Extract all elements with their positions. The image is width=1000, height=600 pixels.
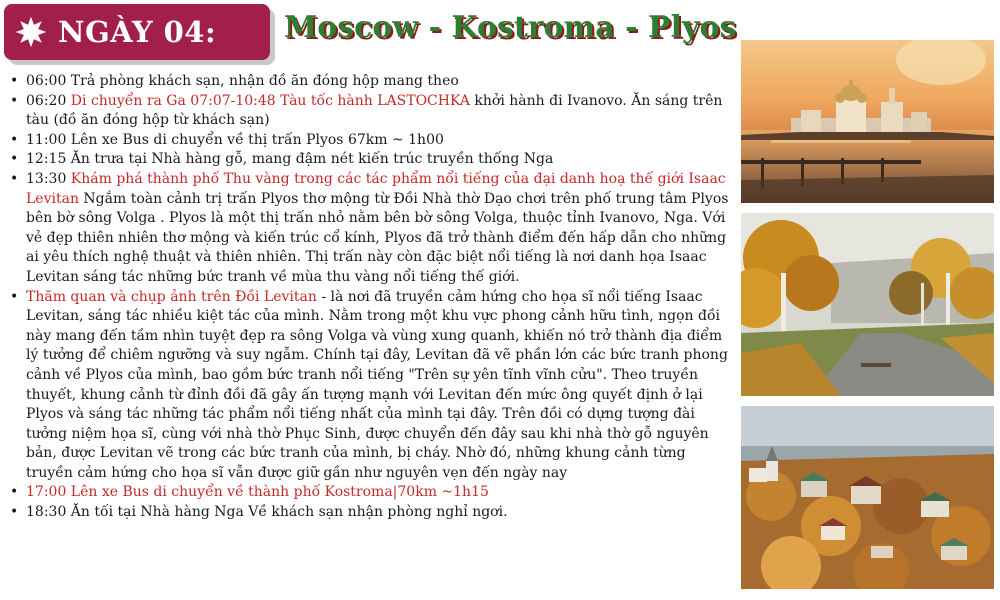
bullet-icon: •	[10, 92, 19, 109]
bullet-icon: •	[10, 170, 19, 187]
itinerary-item: • 06:20 Di chuyển ra Ga 07:07-10:48 Tàu tốc hành LASTOCHKA khởi hành đi Ivanovo. Ăn sáng trên tàu (đồ ăn đóng hộp từ khách sạn)	[10, 92, 723, 129]
bullet-icon: •	[10, 484, 19, 501]
day-badge	[4, 4, 270, 60]
itinerary-item: • 06:00 Trả phòng khách sạn, nhận đồ ăn đóng hộp mang theo	[6, 72, 734, 92]
bullet-icon: •	[10, 504, 19, 521]
route-title: Moscow - Kostroma - Plyos	[284, 10, 737, 45]
itinerary-item: • 18:30 Ăn tối tại Nhà hàng Nga Về khách sạn nhận phòng nghỉ ngơi.	[6, 503, 734, 523]
bullet-icon: •	[10, 288, 19, 305]
itinerary-item: • 11:00 Lên xe Bus di chuyển về thị trấn Plyos 67km ~ 1h00	[6, 131, 734, 151]
flower-star-icon	[14, 15, 48, 49]
bullet-icon: •	[10, 151, 19, 168]
itinerary-item: • Thăm quan và chụp ảnh trên Đồi Levitan - là nơi đã truyền cảm hứng cho họa sĩ nổi tiếng Isaac Levitan, sáng tác nhiều kiệt tác của mình. Nằm trong một khu vực phong cảnh hữu tình, ngọn đồi này mang đến tầm nhìn tuyệt đẹp ra sông Volga và vùng xung quanh, khiến nó trở thành địa điểm lý tưởng để chiêm ngưỡng và suy ngẫm. Chính tại đây, Levitan đã vẽ phần lớn các bức tranh phong cảnh về Plyos của mình, bao gồm bức tranh nổi tiếng "Trên sự yên tĩnh vĩnh cửu". Theo truyền thuyết, khung cảnh từ đỉnh đồi đã gây ấn tượng mạnh với Levitan đến mức ông quyết định ở lại Plyos và sáng tác những tác phẩm nổi tiếng nhất của mình tại đây. Trên đồi có dựng tượng đài tưởng niệm họa sĩ, cùng với nhà thờ Phục Sinh, được chuyển đến đây sau khi nhà thờ gỗ nguyên bản, được Levitan vẽ trong các bức tranh của mình, bị cháy. Nhờ đó, những khung cảnh từng truyền cảm hứng cho họa sĩ vẫn được giữ gần như nguyên vẹn đến ngày nay	[10, 288, 728, 481]
photo-monastery-sunset	[741, 40, 994, 203]
itinerary-item: • 12:15 Ăn trưa tại Nhà hàng gỗ, mang đậm nét kiến trúc truyền thống Nga	[6, 150, 734, 170]
photo-autumn-town	[741, 406, 994, 589]
itinerary-list	[6, 72, 734, 523]
photo-autumn-path	[741, 213, 994, 396]
itinerary-item: • 17:00 Lên xe Bus di chuyển về thành phố Kostroma|70km ~1h15	[6, 483, 734, 503]
itinerary-item: • 13:30 Khám phá thành phố Thu vàng trong các tác phẩm nổi tiếng của đại danh hoạ thế giới Isaac Levitan Ngắm toàn cảnh trị trấn Plyos thơ mộng từ Đồi Nhà thờ Dạo chơi trên phố trung tâm Plyos bên bờ sông Volga . Plyos là một thị trấn nhỏ nằm bên bờ sông Volga, thuộc tỉnh Ivanovo, Nga. Với vẻ đẹp thiên nhiên thơ mộng và kiến trúc cổ kính, Plyos đã trở thành điểm đến hấp dẫn cho những ai yêu thích nghệ thuật và thiên nhiên. Thị trấn này còn đặc biệt nổi tiếng là nơi danh họa Isaac Levitan sáng tác những bức tranh về mùa thu vàng nổi tiếng thế giới.	[10, 170, 729, 285]
bullet-icon: •	[10, 131, 19, 148]
day-label: NGÀY 04:	[58, 15, 217, 49]
bullet-icon: •	[10, 73, 19, 89]
